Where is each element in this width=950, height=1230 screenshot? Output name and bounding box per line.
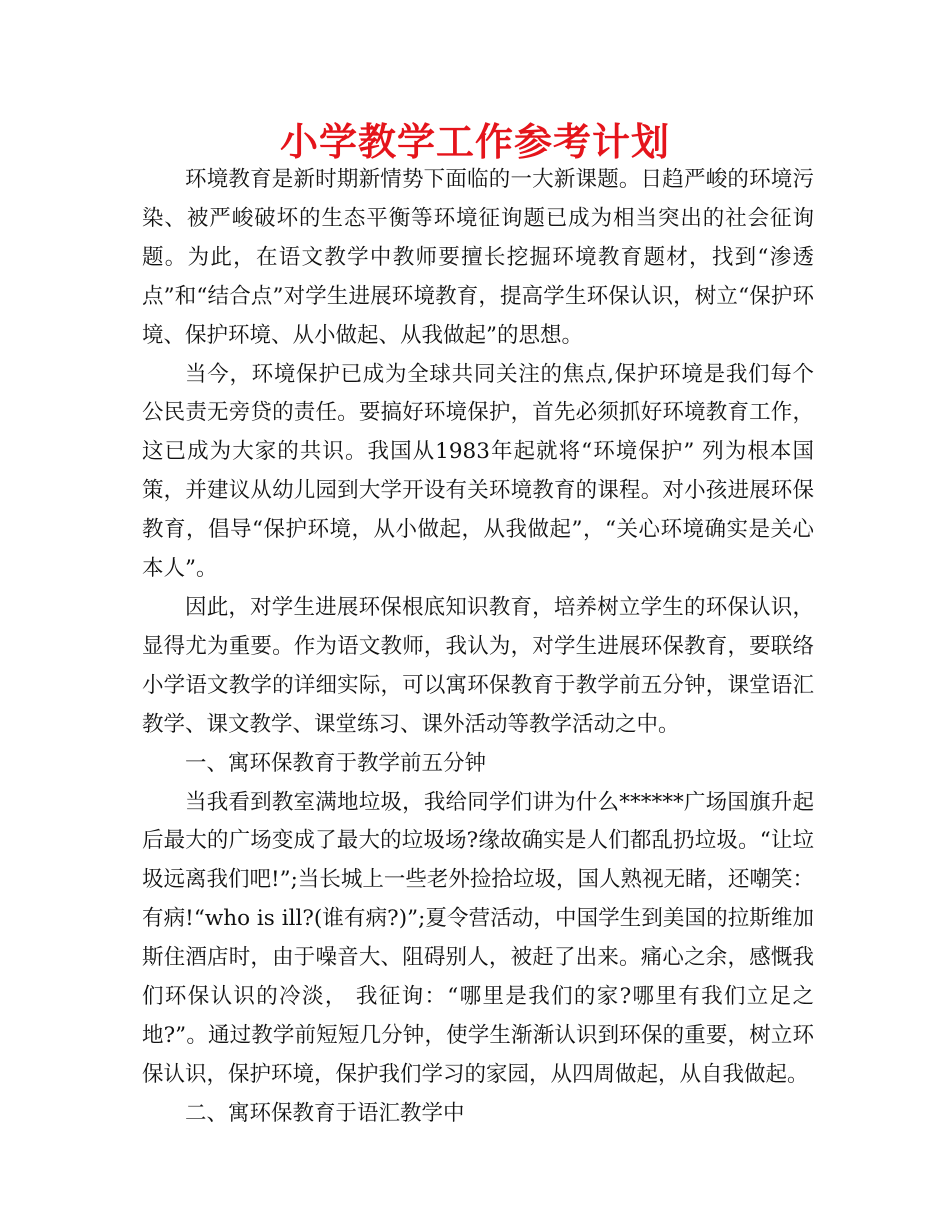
document-title: 小学教学工作参考计划 (279, 120, 670, 164)
paragraph-intro: 环境教育是新时期新情势下面临的一大新课题。日趋严峻的环境污染、被严峻破坏的生态平衡等环境征询题已成为相当突出的社会征询题。为此，在语文教学中教师要擅长挖掘环境教育题材，找到“渗透点”和“结合点”对学生进展环境教育，提高学生环保认识，树立“保护环境、保护环境、从小做起、从我做起”的思想。 (142, 167, 814, 348)
paragraph-environment-policy: 当今，环境保护已成为全球共同关注的焦点,保护环境是我们每个公民责无旁贷的责任。要搞好环境保护，首先必须抓好环境教育工作，这已成为大家的共识。我国从1983年起就将“环境保护” 列为根本国策，并建议从幼儿园到大学开设有关环境教育的课程。对小孩进展环保教育，倡导“保护环境，从小做起，从我做起”，“关心环境确实是关心本人”。 (142, 361, 814, 582)
paragraph-teaching-approach: 因此，对学生进展环保根底知识教育，培养树立学生的环保认识，显得尤为重要。作为语文教师，我认为，对学生进展环保教育，要联络小学语文教学的详细实际，可以寓环保教育于教学前五分钟，课堂语汇教学、课文教学、课堂练习、课外活动等教学活动之中。 (142, 594, 814, 737)
paragraph-five-minutes: 当我看到教室满地垃圾，我给同学们讲为什么******广场国旗升起后最大的广场变成了最大的垃圾场?缘故确实是人们都乱扔垃圾。“让垃圾远离我们吧!”;当长城上一些老外捡拾垃圾，国人熟视无睹，还嘲笑：有病!“who is ill?(谁有病?)”;夏令营活动，中国学生到美国的拉斯维加斯住酒店时，由于噪音大、阻碍别人，被赶了出来。痛心之余，感慨我们环保认识的冷淡， 我征询：“哪里是我们的家?哪里有我们立足之地?”。通过教学前短短几分钟，使学生渐渐认识到环保的重要，树立环保认识，保护环境，保护我们学习的家园，从四周做起，从自我做起。 (142, 789, 814, 1087)
document-body (142, 161, 814, 1134)
section-heading-1: 一、寓环保教育于教学前五分钟 (185, 750, 487, 776)
section-heading-2: 二、寓环保教育于语汇教学中 (185, 1100, 465, 1126)
